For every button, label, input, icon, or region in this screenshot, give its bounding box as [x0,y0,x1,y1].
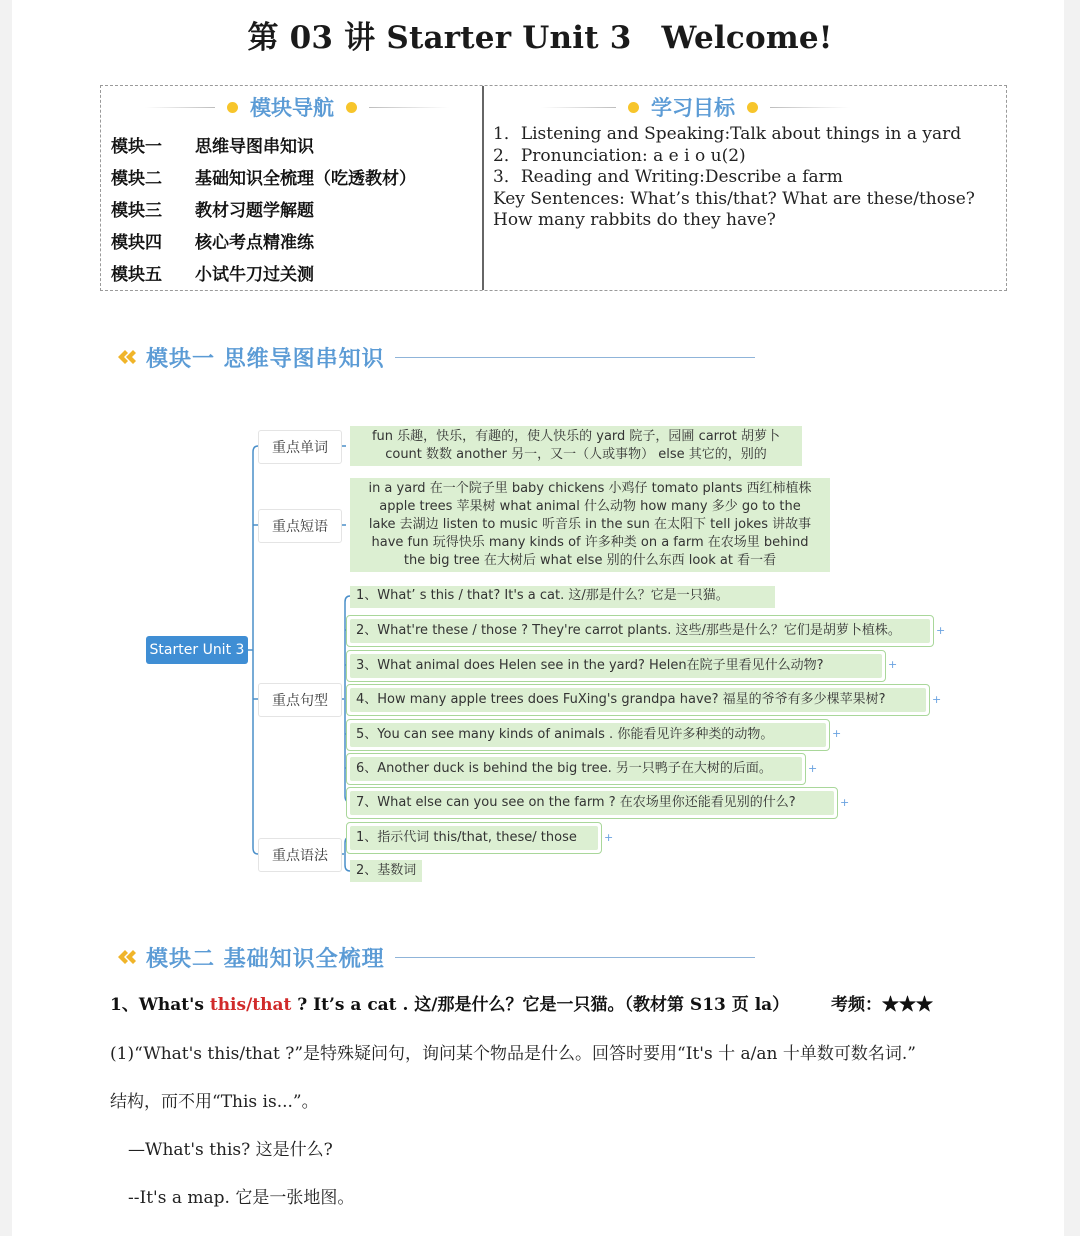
mindmap-sentence-node: 4、How many apple trees does FuXing's grandpa have? 福星的爷爷有多少棵苹果树? [346,684,930,716]
goals-heading: 学习目标 [541,94,850,120]
goal-line: 3．Reading and Writing:Describe a farm [493,167,843,187]
mindmap-grammar-node: 2、基数词 [350,860,422,882]
goal-line: How many rabbits do they have? [493,210,776,230]
page-title-lesson: 第 03 讲 Starter Unit 3 [247,20,632,56]
expand-plus-icon[interactable]: + [604,831,614,844]
mindmap-root: Starter Unit 3 [146,636,248,664]
explanation-line: 结构，而不用“This is...”。 [110,1092,319,1112]
mindmap-sentence-node: 5、You can see many kinds of animals . 你能看见许多种类的动物。 [346,719,830,751]
module-list-item: 模块五 小试牛刀过关测 [111,265,314,285]
module-list-item: 模块四 核心考点精准练 [111,233,314,253]
question-1-heading: 1、What's this/that ? It’s a cat . 这/那是什么？它是一只猫。（教材第 S13 页 la） 考频：★★★ [110,995,934,1015]
mindmap-phrases-node: in a yard 在一个院子里 baby chickens 小鸡仔 tomato plants 西红柿植株 apple trees 苹果树 what animal 什么动物 how many 多少 go to the lake 去湖边 listen to music 听音乐 in the sun 在太阳下 tell jokes 讲故事 have fun 玩得快乐 many kinds of 许多种类 on a farm 在农场里 behind the big tree 在大树后 what else 别的什么东西 look at 看一看 [350,478,830,572]
page-title-welcome: Welcome! [661,20,833,56]
goal-line: 2．Pronunciation: a e i o u(2) [493,145,746,166]
double-chevron-icon [116,947,140,967]
mindmap-category-sentences: 重点句型 [258,683,342,717]
module-list-item: 模块三 教材习题学解题 [111,201,314,221]
module-list-item: 模块一 思维导图串知识 [111,137,314,157]
example-dialogue-line: —What's this? 这是什么? [128,1140,333,1160]
expand-plus-icon[interactable]: + [832,727,842,740]
expand-plus-icon[interactable]: + [888,658,898,671]
expand-plus-icon[interactable]: + [840,796,850,809]
goal-line: 1．Listening and Speaking:Talk about things in a yard [493,124,962,144]
goal-line: Key Sentences: What’s this/that? What are these/those? [493,188,975,209]
frequency-stars: ★★★ [882,995,934,1015]
module1-heading: 模块一 思维导图串知识 [116,342,755,372]
heading-rule [395,957,755,958]
highlighted-keyword: this/that [209,995,292,1015]
example-dialogue-line: --It's a map. 它是一张地图。 [128,1188,355,1208]
expand-plus-icon[interactable]: + [808,762,818,775]
mindmap-category-phrases: 重点短语 [258,509,342,543]
expand-plus-icon[interactable]: + [932,693,942,706]
mindmap-category-words: 重点单词 [258,430,342,464]
mindmap-sentence-node: 1、What’ s this / that? It's a cat. 这/那是什么？它是一只猫。 [350,586,775,608]
mindmap-sentence-node: 6、Another duck is behind the big tree. 另一只鸭子在大树的后面。 [346,753,806,785]
mindmap-category-grammar: 重点语法 [258,838,342,872]
mindmap-sentence-node: 7、What else can you see on the farm ? 在农场里你还能看见别的什么? [346,787,838,819]
nav-heading: 模块导航 [145,94,449,120]
frequency-label: 考频： [831,995,883,1015]
mindmap-sentence-node: 2、What're these / those ? They're carrot plants. 这些/那些是什么？它们是胡萝卜植株。 [346,615,934,647]
module2-heading: 模块二 基础知识全梳理 [116,942,755,972]
mindmap-grammar-node: 1、指示代词 this/that, these/ those [346,822,602,854]
mindmap-sentence-node: 3、What animal does Helen see in the yard? Helen在院子里看见什么动物? [346,650,886,682]
module-list-item: 模块二 基础知识全梳理（吃透教材） [111,169,416,189]
expand-plus-icon[interactable]: + [936,624,946,637]
explanation-line: (1)“What's this/that ?”是特殊疑问句，询问某个物品是什么。回答时要用“It's 十 a/an 十单数可数名词.” [110,1044,916,1064]
mindmap-words-node: fun 乐趣，快乐，有趣的，使人快乐的 yard 院子，园圃 carrot 胡萝卜 count 数数 another 另一，又一（人或事物） else 其它的，别的 [350,426,802,466]
